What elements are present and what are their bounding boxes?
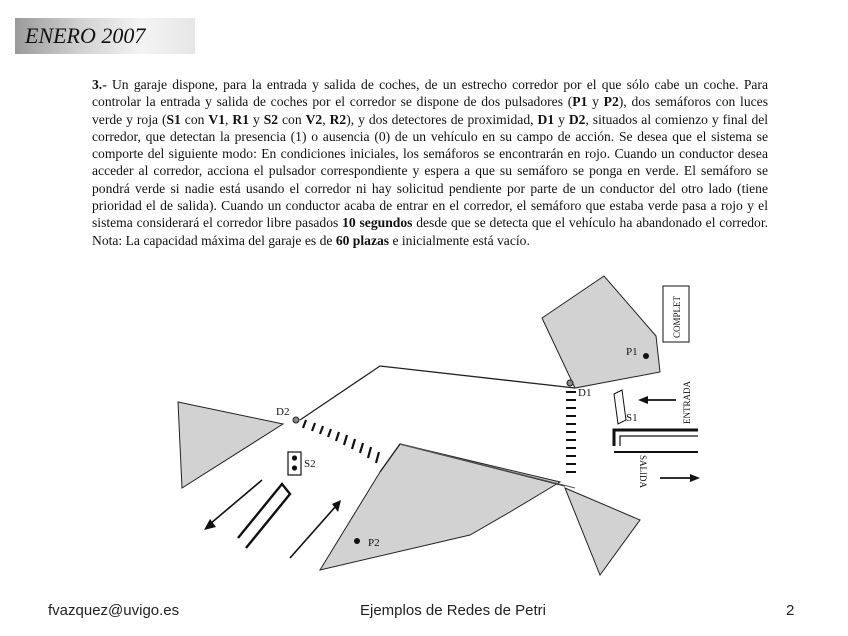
problem-number: 3.- — [92, 77, 107, 92]
entrada-arrow-head — [638, 396, 648, 404]
button-p1 — [643, 353, 649, 359]
button-p2 — [354, 538, 360, 544]
problem-statement: 3.- Un garaje dispone, para la entrada y salida de coches, de un estrecho corredor por el que sólo cabe un coche. Para controlar la entrada y salida de coches por el corredor se dispone de dos pulsadores (P1 y P2), dos semáforos con luces verde y roja (S1 con V1, R1 y S2 con V2, R2), y dos detectores de proximidad, D1 y D2, situados al comienzo y final del corredor, que detectan la presencia (1) o ausencia (0) de un vehículo en su campo de acción. Se desea que el sistema se comporte del siguiente modo: En condiciones iniciales, los semáforos se encontrarán en rojo. Cuando un conductor desea acceder al corredor, acciona el pulsador correspondiente y espera a que su semáforo se ponga en verde. El semáforo se pondrá verde si nadie está usando el corredor ni hay solicitud pendiente por parte de un conductor del otro lado (tiene prioridad el de salida). Cuando un conductor acaba de entrar en el corredor, el semáforo que estaba verde pasa a rojo y el sistema considerará el corredor libre pasados 10 segundos desde que se detecta que el vehículo ha abandonado el corredor. Nota: La capacidad máxima del garaje es de 60 plazas e inicialmente está vacío. — [92, 77, 769, 248]
label-d1: D1 — [578, 387, 592, 399]
label-entrada: ENTRADA — [682, 381, 692, 424]
salida-arrow-head — [690, 474, 700, 482]
entrance-barrier — [614, 430, 698, 446]
label-p2: P2 — [368, 537, 380, 549]
footer-email: fvazquez@uvigo.es — [48, 602, 180, 619]
slide-title-bar — [15, 18, 195, 54]
garage-wall-left — [178, 402, 283, 488]
s2-light-bottom — [292, 465, 297, 470]
slide-title: ENERO 2007 — [25, 23, 146, 48]
sensor-d1 — [567, 380, 573, 386]
exit-lane-arrow-right — [290, 506, 336, 558]
garage-wall-bottom-center — [320, 444, 560, 570]
sensor-d2 — [293, 417, 299, 423]
traffic-light-s1 — [614, 390, 626, 424]
label-p1: P1 — [626, 346, 638, 358]
entrance-barrier-inner — [620, 436, 698, 446]
detector-d2-hatch — [303, 420, 379, 463]
garage-wall-top-right — [542, 276, 660, 388]
garage-wall-bottom-right — [565, 488, 640, 575]
footer-page-number: 2 — [786, 602, 795, 619]
garage-diagram — [0, 270, 848, 590]
label-complet: COMPLET — [672, 295, 682, 338]
label-salida: SALIDA — [638, 455, 648, 488]
label-d2: D2 — [276, 406, 290, 418]
footer-course: Ejemplos de Redes de Petri — [360, 602, 546, 619]
s2-light-top — [292, 455, 297, 460]
label-s1: S1 — [626, 412, 638, 424]
label-s2: S2 — [304, 458, 316, 470]
detector-d1-hatch — [566, 392, 576, 472]
corridor-upper-wall — [300, 366, 575, 420]
